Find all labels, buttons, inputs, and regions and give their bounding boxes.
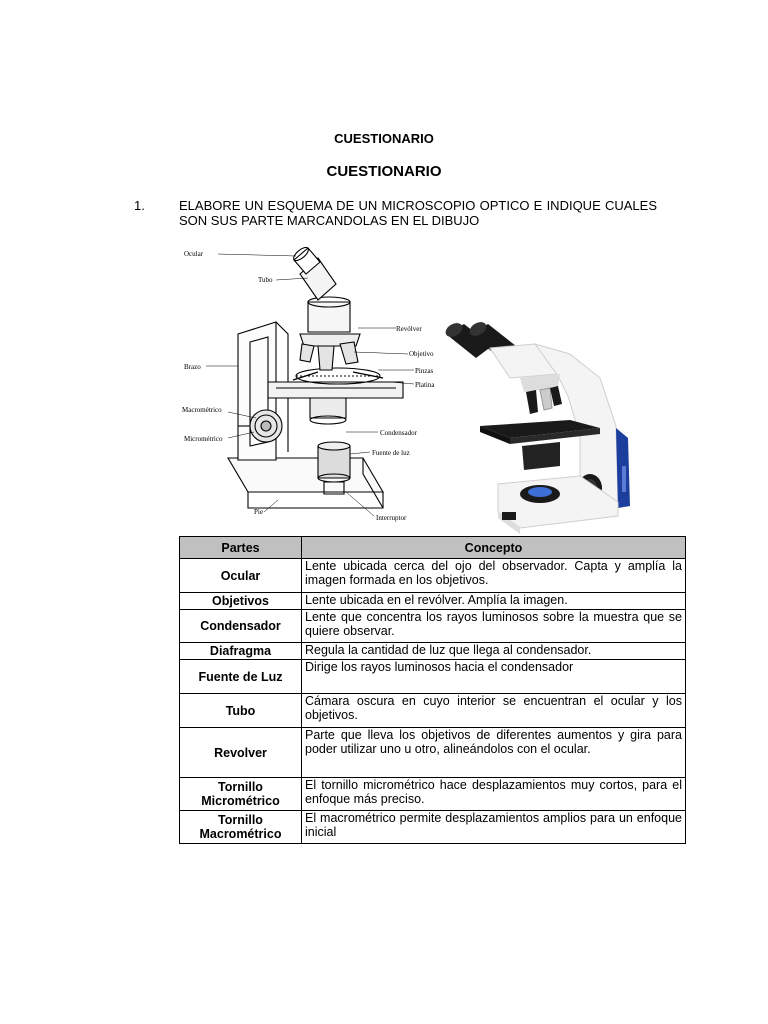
part-name: Condensador xyxy=(180,610,302,643)
label-revolver: Revólver xyxy=(396,325,422,333)
microscope-photo-drawing xyxy=(443,319,630,534)
label-macrometrico: Macrométrico xyxy=(182,406,222,414)
part-concept: Lente ubicada en el revólver. Amplía la imagen. xyxy=(302,593,686,610)
table-row xyxy=(180,610,686,643)
label-ocular: Ocular xyxy=(184,250,204,258)
table-row xyxy=(180,694,686,728)
question-number: 1. xyxy=(134,198,145,213)
table-row xyxy=(180,593,686,610)
microscope-drawing xyxy=(228,245,403,508)
label-fuente: Fuente de luz xyxy=(372,449,410,457)
table-row xyxy=(180,728,686,778)
parts-table xyxy=(179,536,686,844)
question-text: ELABORE UN ESQUEMA DE UN MICROSCOPIO OPTICO E INDIQUE CUALES SON SUS PARTE MARCANDOLAS EN EL DIBUJO xyxy=(179,198,657,228)
microscope-photo xyxy=(440,316,640,534)
label-platina: Platina xyxy=(415,381,435,389)
label-pie: Pie xyxy=(254,508,263,516)
header-partes: Partes xyxy=(180,537,302,559)
part-name: Tornillo Macrométrico xyxy=(180,811,302,844)
label-interruptor: Interruptor xyxy=(376,514,407,522)
label-brazo: Brazo xyxy=(184,363,201,371)
table-header-row xyxy=(180,537,686,559)
table-row xyxy=(180,660,686,694)
header-concepto: Concepto xyxy=(302,537,686,559)
document-subtitle: CUESTIONARIO xyxy=(334,131,434,146)
part-concept: Parte que lleva los objetivos de diferentes aumentos y gira para poder utilizar uno u otro, alineándolos con el ocular. xyxy=(302,728,686,778)
label-tubo: Tubo xyxy=(258,276,273,284)
part-name: Tornillo Micrométrico xyxy=(180,778,302,811)
part-name: Tubo xyxy=(180,694,302,728)
part-concept: Dirige los rayos luminosos hacia el condensador xyxy=(302,660,686,694)
microscope-diagram xyxy=(178,242,450,530)
part-concept: El tornillo micrométrico hace desplazamientos muy cortos, para el enfoque más preciso. xyxy=(302,778,686,811)
table-row xyxy=(180,778,686,811)
part-name: Fuente de Luz xyxy=(180,660,302,694)
part-concept: El macrométrico permite desplazamientos amplios para un enfoque inicial xyxy=(302,811,686,844)
part-name: Ocular xyxy=(180,559,302,593)
part-concept: Cámara oscura en cuyo interior se encuentran el ocular y los objetivos. xyxy=(302,694,686,728)
table-row xyxy=(180,811,686,844)
label-objetivo: Objetivo xyxy=(409,350,434,358)
part-concept: Lente que concentra los rayos luminosos sobre la muestra que se quiere observar. xyxy=(302,610,686,643)
part-concept: Regula la cantidad de luz que llega al condensador. xyxy=(302,643,686,660)
document-title: CUESTIONARIO xyxy=(326,163,442,180)
table-row xyxy=(180,559,686,593)
part-name: Revolver xyxy=(180,728,302,778)
part-name: Diafragma xyxy=(180,643,302,660)
label-micrometrico: Micrométrico xyxy=(184,435,223,443)
label-condensador: Condensador xyxy=(380,429,417,437)
label-pinzas: Pinzas xyxy=(415,367,434,375)
table-row xyxy=(180,643,686,660)
part-concept: Lente ubicada cerca del ojo del observador. Capta y amplía la imagen formada en los objetivos. xyxy=(302,559,686,593)
part-name: Objetivos xyxy=(180,593,302,610)
